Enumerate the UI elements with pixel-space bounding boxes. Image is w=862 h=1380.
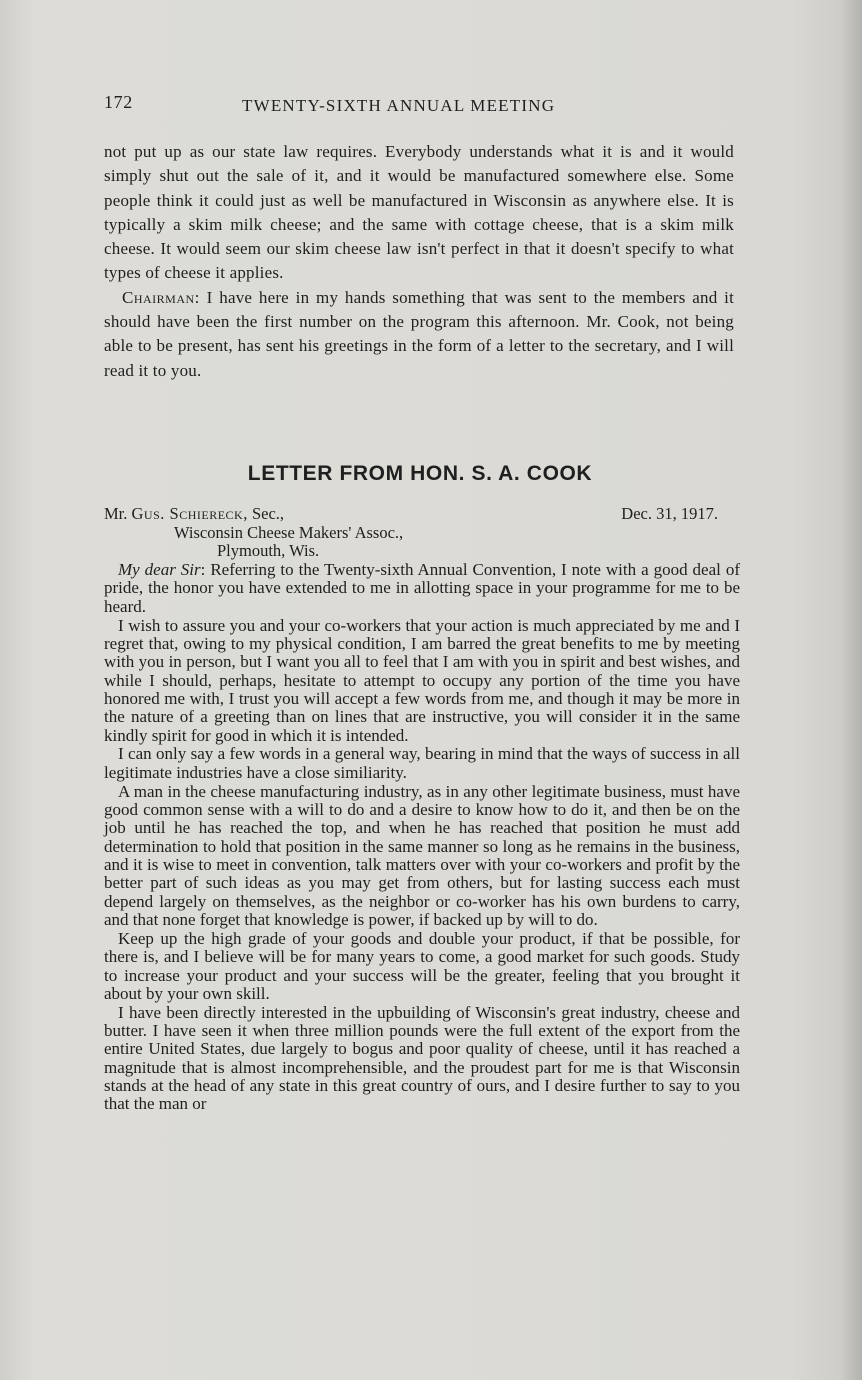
letter-date: Dec. 31, 1917. [621,504,718,523]
salutation: My dear Sir [118,560,201,579]
recipient-name: Gus. Schiereck, [131,504,248,523]
letter-paragraph-text: Referring to the Twenty-sixth Annual Convention, I note with a good deal of pride, the honor you have extended to me in allotting space in your programme for me to be heard. [104,560,740,616]
letter-paragraph: Keep up the high grade of your goods and double your product, if that be possible, for there is, and I believe will be for many years to come, a good market for such goods. Study to increase your product and your success will be the greater, feeling that you brought it about by your own skill. [104,928,740,1003]
page-edge-shadow [840,0,862,1380]
chairman-paragraph [104,286,734,383]
letter-paragraph: I wish to assure you and your co-workers that your action is much appreciated by me and I regret that, owing to my physical condition, I am barred the great benefits to me by meeting with you in person, but I want you all to feel that I am with you in spirit and best wishes, and while I should, perhaps, hesitate to attempt to occupy any portion of the time you have honored me with, I trust you will accept a few words from me, and though it may be more in the nature of a greeting than on lines that are instructive, you will consider it in the same kindly spirit for good in which it is intended. [104,615,740,745]
letter-body [104,561,740,1114]
running-title: TWENTY-SIXTH ANNUAL MEETING [242,96,556,115]
page-number: 172 [104,92,133,112]
chairman-remarks: I have here in my hands something that was sent to the members and it should have been the first number on the program this afternoon. Mr. Cook, not being able to be present, has sent his greetings in the form of a letter to the secretary, and I will read it to you. [104,287,735,380]
recipient-prefix: Mr. [104,504,128,523]
letter-paragraph: My dear Sir: Referring to the Twenty-sixth Annual Convention, I note with a good deal of pride, the honor you have extended to me in allotting space in your programme for me to be heard. [104,560,740,616]
speaker-label: Chairman: [122,287,200,307]
letter-address-block [104,505,740,561]
letter-paragraph: I have been directly interested in the upbuilding of Wisconsin's great industry, cheese and butter. I have seen it when three million pounds were the full extent of the export from the entire United States, due largely to bogus and poor quality of cheese, until it has reached a magnitude that is almost incomprehensible, and the proudest part for me is that Wisconsin stands at the head of any state in this great country of ours, and I desire further to say to you that the man or [104,1002,740,1114]
letter-paragraph: I can only say a few words in a general way, bearing in mind that the ways of success in all legitimate industries have a close similiarity. [104,744,740,782]
running-header [104,92,604,116]
address-line-1 [104,505,740,524]
letter-paragraph: A man in the cheese manufacturing industry, as in any other legitimate business, must have good common sense with a will to do and a desire to know how to do it, and then be on the job until he has reached the top, and when he has reached that position he must add determination to hold that position in the same manner so long as he remains in the business, and it is wise to meet in convention, talk matters over with your co-workers and profit by the better part of such ideas as you may get from others, but for lasting success each must depend largely on themselves, as the neighbor or co-worker has his own burdens to carry, and that none forget that knowledge is power, if backed up by will to do. [104,781,740,930]
recipient-title: Sec., [251,504,285,523]
section-heading: LETTER FROM HON. S. A. COOK [247,462,593,485]
intro-text [104,140,734,383]
intro-paragraph: not put up as our state law requires. Everybody understands what it is and it would simply shut out the sale of it, and it would be manufactured somewhere else. Some people think it could just as well be manufactured in Wisconsin as anywhere else. It is typically a skim milk cheese; and the same with cottage cheese, that is a skim milk cheese. It would seem our skim cheese law isn't perfect in that it doesn't specify to what types of cheese it applies. [104,142,734,283]
address-line-3: Plymouth, Wis. [217,541,320,560]
address-line-2: Wisconsin Cheese Makers' Assoc., [174,522,404,542]
